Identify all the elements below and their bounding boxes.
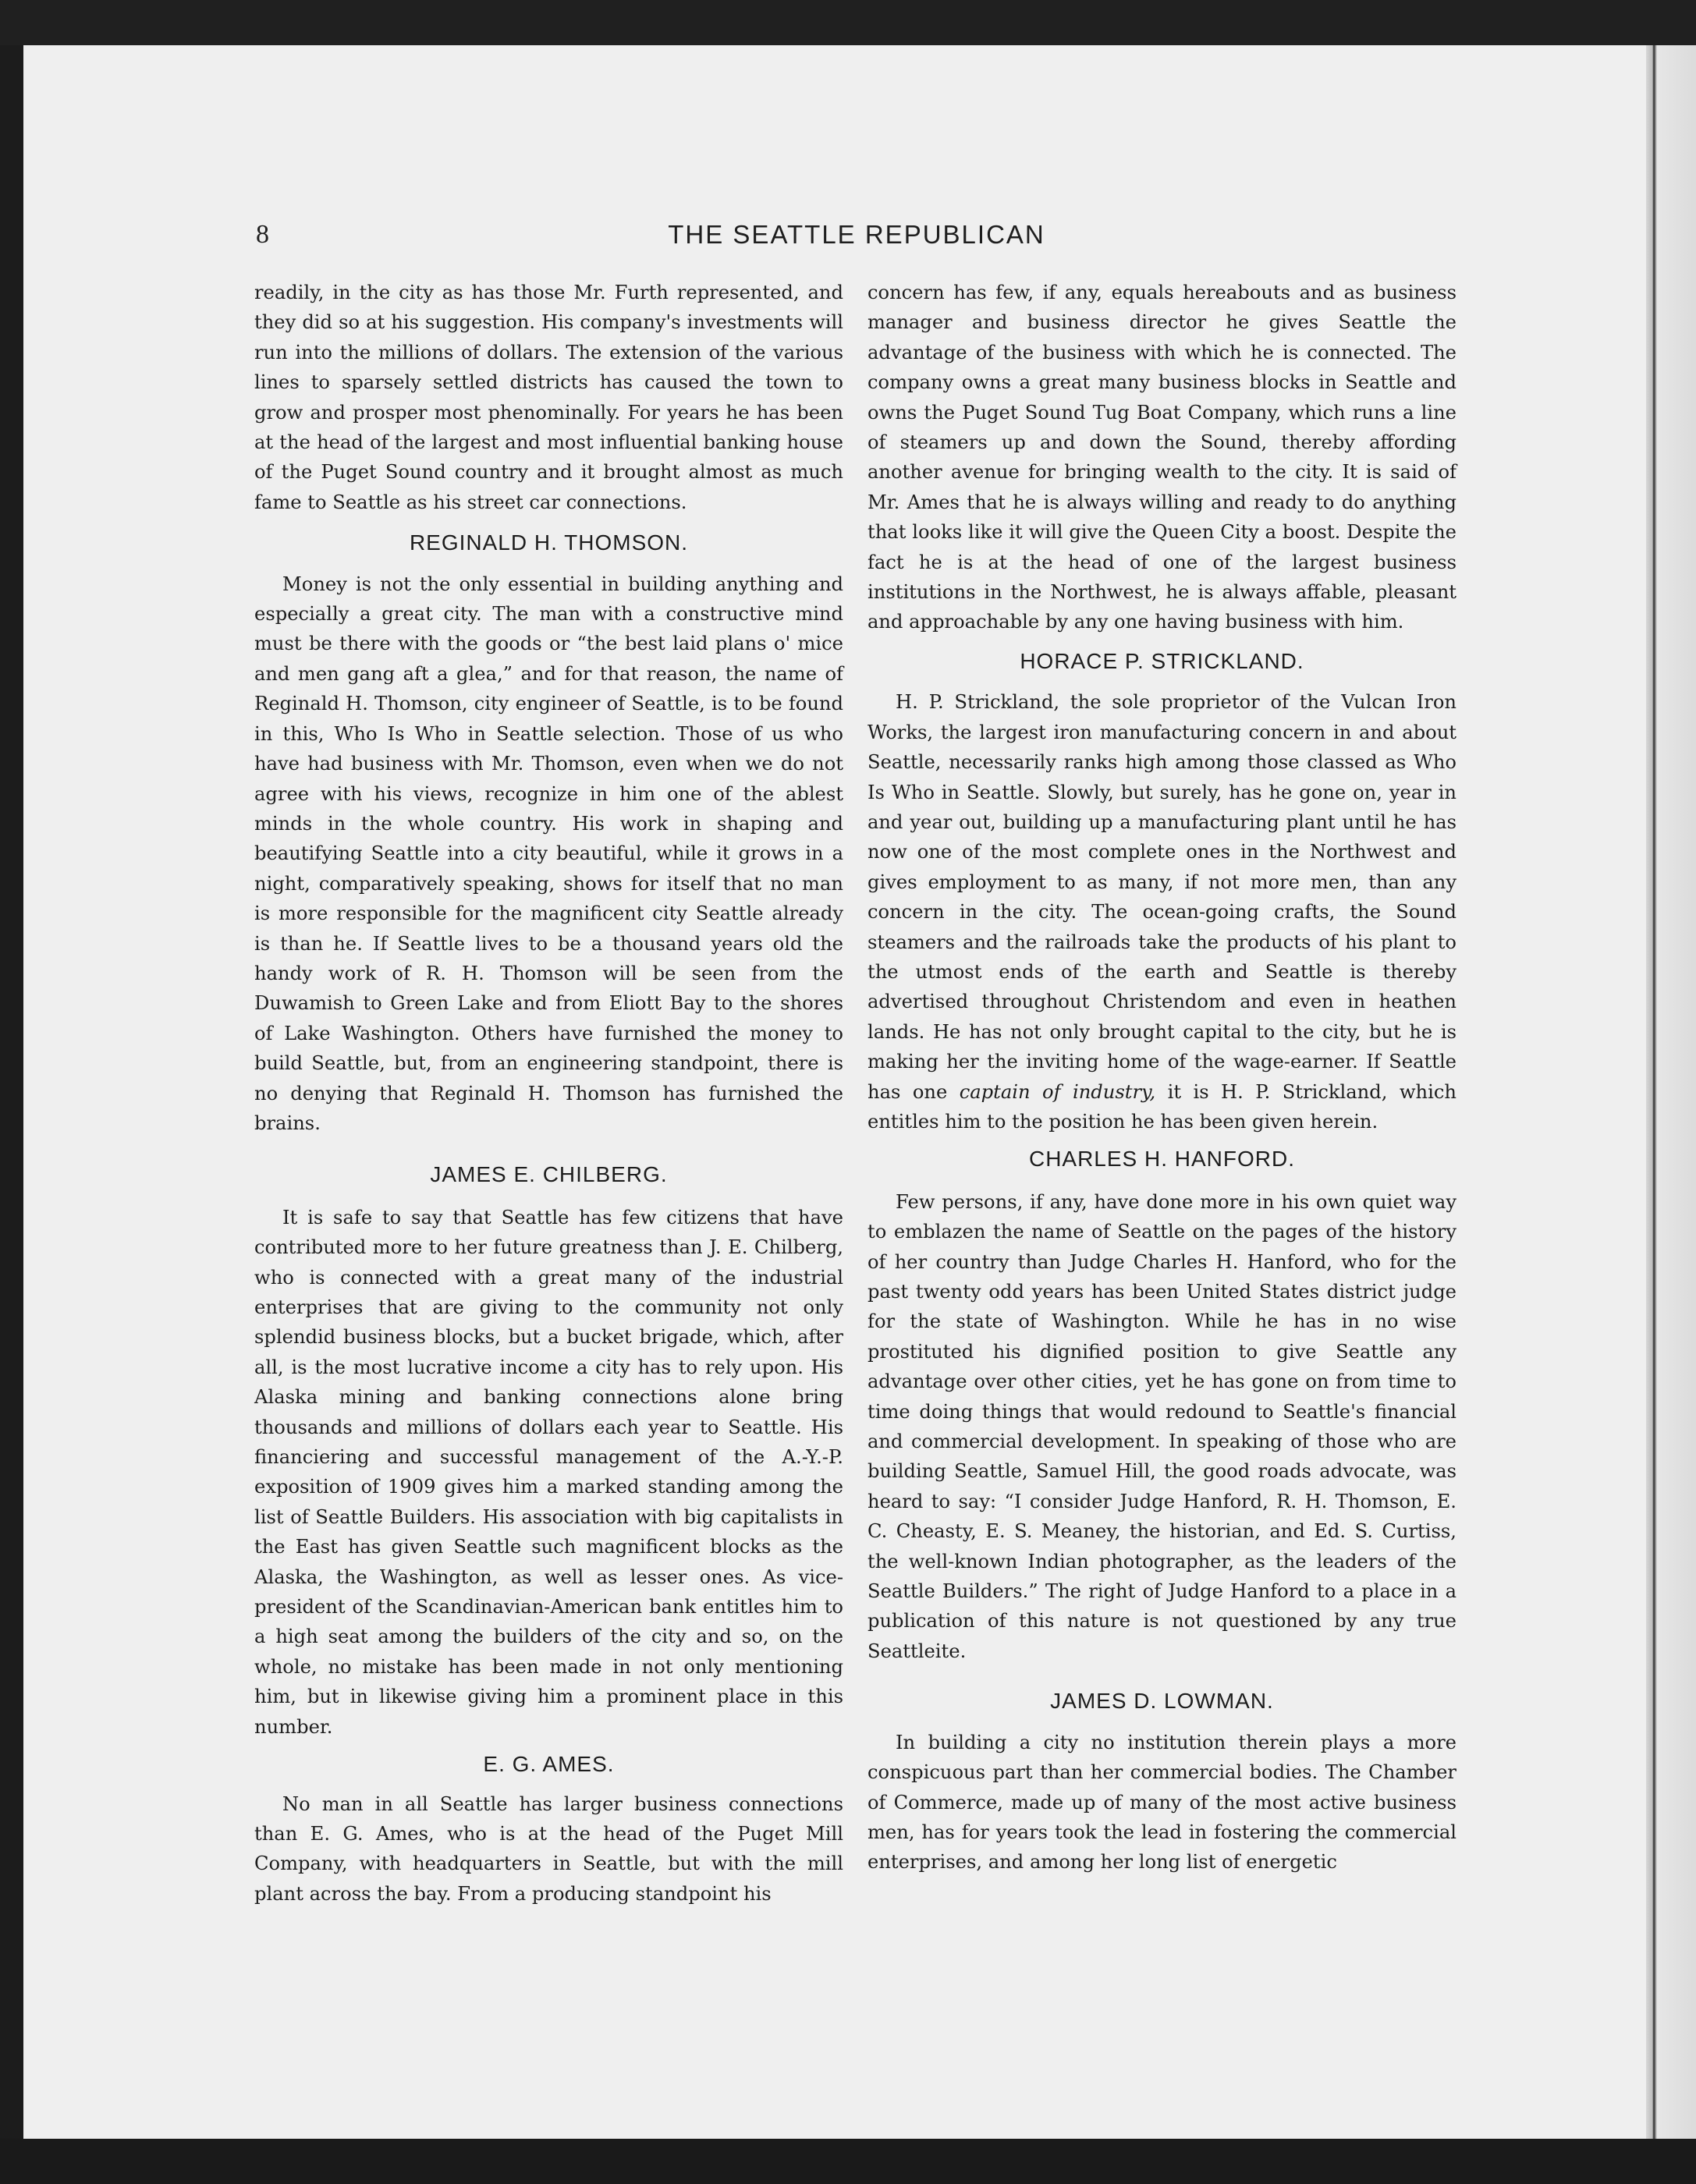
page-header bbox=[256, 220, 1457, 259]
heading-chilberg: JAMES E. CHILBERG. bbox=[430, 1162, 668, 1187]
scan-border-bottom bbox=[0, 2139, 1696, 2184]
paragraph-lowman: In building a city no institution therein plays a more conspicuous part than her commercial bodies. The Chamber of Commerce, made up of many of the most active business men, has for years took the lead in fostering the commercial enterprises, and among her long list of energetic bbox=[868, 1731, 1457, 1874]
page-edge bbox=[1646, 45, 1696, 2139]
heading-hanford: CHARLES H. HANFORD. bbox=[1028, 1147, 1296, 1172]
paragraph-hanford: Few persons, if any, have done more in his own quiet way to emblazen the name of Seattle on the pages of the history of her country than Judge Charles H. Hanford, who for the past twenty odd years has been United States district judge for the state of Washington. While he has in no wise prostituted his dignified position to give Seattle any advantage over other cities, yet he has gone on from time to time doing things that would redound to Seattle's financial and commercial development. In speaking of those who are building Seattle, Samuel Hill, the good roads advocate, was heard to say: “I consider Judge Hanford, R. H. Thomson, E. C. Cheasty, E. S. Meaney, the historian, and Ed. S. Curtiss, the well-known Indian photographer, as the leaders of the Seattle Builders.” The right of Judge Hanford to a place in a publication of this nature is not questioned by any true Seattleite. bbox=[868, 1190, 1457, 1662]
scan-border-top bbox=[0, 0, 1696, 45]
left-column bbox=[254, 278, 843, 1909]
continued-paragraph-ames: concern has few, if any, equals hereabouts and as business manager and business director he gives Seattle the advantage of the business with which he is connected. The company owns a great many business blocks in Seattle and owns the Puget Sound Tug Boat Company, which runs a line of steamers up and down the Sound, thereby affording another avenue for bringing wealth to the city. It is said of Mr. Ames that he is always willing and ready to do anything that looks like it will give the Queen City a boost. Despite the fact he is at the head of one of the largest business institutions in the Northwest, he is always affable, pleasant and approachable by any one having business with him. bbox=[868, 282, 1457, 633]
heading-ames: E. G. AMES. bbox=[483, 1752, 615, 1777]
page-number: 8 bbox=[256, 220, 269, 249]
continued-paragraph: readily, in the city as has those Mr. Furth represented, and they did so at his suggestion. His company's investments will run into the millions of dollars. The extension of the various lines to sparsely settled districts has caused the town to grow and prosper most phenominally. For years he has been at the head of the largest and most influential banking house of the Puget Sound country and it brought almost as much fame to Seattle as his street car connections. bbox=[254, 282, 843, 513]
heading-strickland: HORACE P. STRICKLAND. bbox=[1020, 648, 1304, 673]
paragraph-chilberg: It is safe to say that Seattle has few citizens that have contributed more to her future greatness than J. E. Chilberg, who is connected with a great many of the industrial enterprises that are giving to the community not only splendid business blocks, but a bucket brigade, which, after all, is the most lucrative income a city has to rely upon. His Alaska mining and banking connections alone bring thousands and millions of dollars each year to Seattle. His financiering and successful management of the A.-Y.-P. exposition of 1909 gives him a marked standing among the list of Seattle Builders. His association with big capitalists in the East has given Seattle such magnificent blocks as the Alaska, the Washington, as well as lesser ones. As vice-president of the Scandinavian-American bank entitles him to a high seat among the builders of the city and so, on the whole, no mistake has been made in not only mentioning him, but in likewise giving him a prominent place in this number. bbox=[254, 1206, 843, 1738]
heading-thomson: REGINALD H. THOMSON. bbox=[409, 530, 689, 555]
heading-lowman: JAMES D. LOWMAN. bbox=[1050, 1689, 1274, 1714]
strickland-text-start: H. P. Strickland, the sole proprietor of the Vulcan Iron Works, the largest iron manufacturing concern in and about Seattle, necessarily ranks high among those classed as Who Is Who in Seattle. Slowly, but surely, has he gone on, year in and year out, building up a manufacturing plant until he has now one of the most complete ones in the Northwest and gives employment to as many, if not more men, than any concern in the city. The ocean-going crafts, the Sound steamers and the railroads take the products of his plant to the utmost ends of the earth and Seattle is thereby advertised throughout Christendom and even in heathen lands. He has not only brought capital to the city, but he is making her the inviting home of the wage-earner. If Seattle has one bbox=[868, 691, 1457, 1103]
strickland-text-end: it is H. P. Strickland, which entitles him to the position he has been given herein. bbox=[868, 1080, 1457, 1133]
running-title: THE SEATTLE REPUBLICAN bbox=[668, 220, 1045, 249]
strickland-italic-phrase: captain of industry, bbox=[959, 1080, 1156, 1103]
paragraph-strickland bbox=[868, 687, 1457, 1136]
paragraph-ames: No man in all Seattle has larger business connections than E. G. Ames, who is at the head of the Puget Mill Company, with headquarters in Seattle, but with the mill plant across the bay. From a producing standpoint his bbox=[254, 1792, 843, 1905]
paragraph-thomson: Money is not the only essential in building anything and especially a great city. The man with a constructive mind must be there with the goods or “the best laid plans o' mice and men gang aft a glea,” and for that reason, the name of Reginald H. Thomson, city engineer of Seattle, is to be found in this, Who Is Who in Seattle selection. Those of us who have had business with Mr. Thomson, even when we do not agree with his views, recognize in him one of the ablest minds in the whole country. His work in shaping and beautifying Seattle into a city beautiful, while it grows in a night, comparatively speaking, shows for itself that no man is more responsible for the magnificent city Seattle already is than he. If Seattle lives to be a thousand years old the handy work of R. H. Thomson will be seen from the Duwamish to Green Lake and from Eliott Bay to the shores of Lake Washington. Others have furnished the money to build Seattle, but, from an engineering standpoint, there is no denying that Reginald H. Thomson has furnished the brains. bbox=[254, 573, 843, 1134]
right-column bbox=[868, 278, 1457, 1877]
